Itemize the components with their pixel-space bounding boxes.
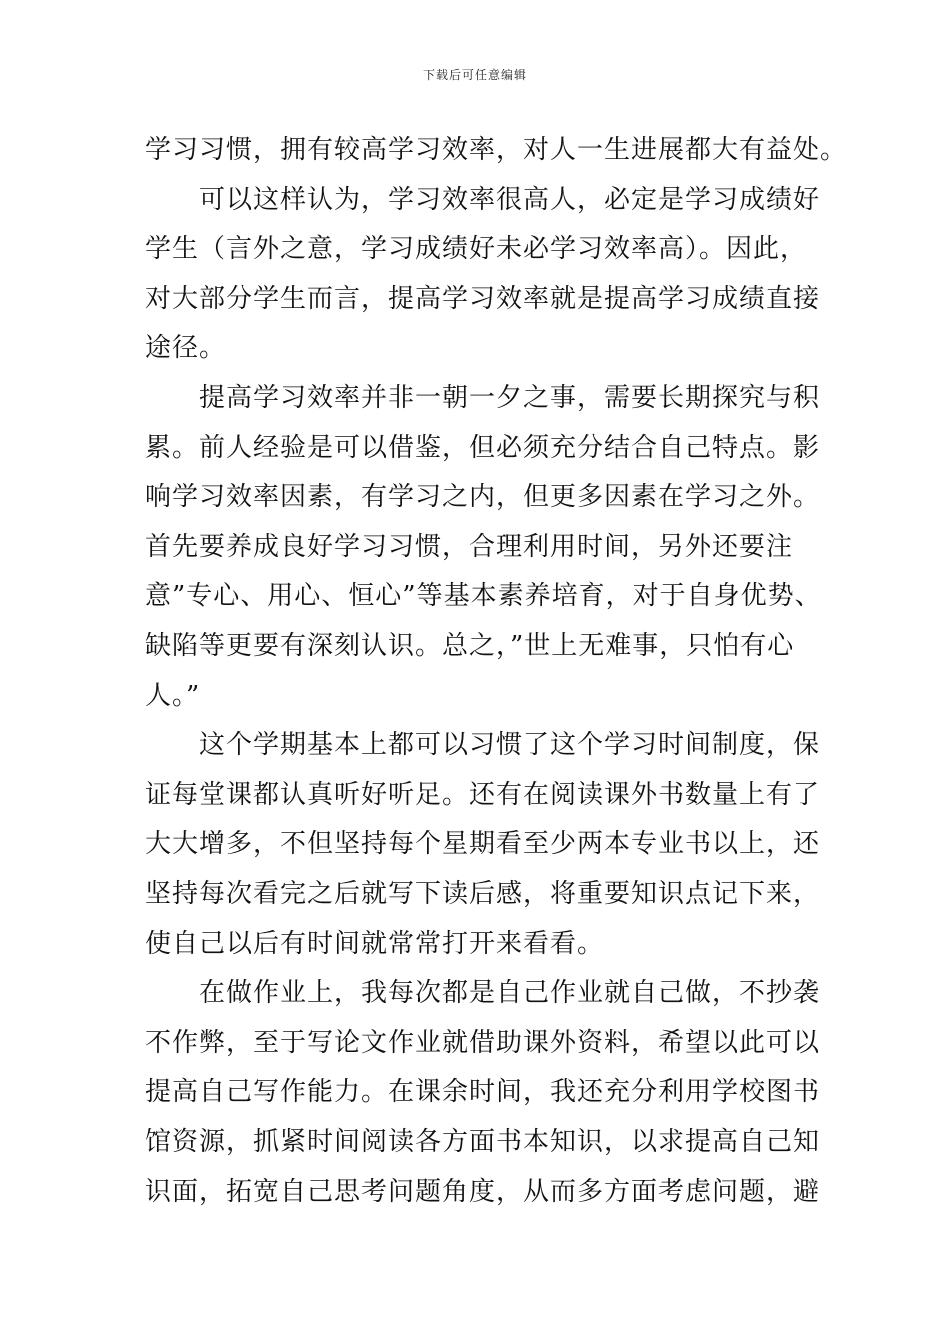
body-line-20: 提高自己写作能力。在课余时间，我还充分利用学校图书: [145, 1077, 821, 1107]
body-line-6: 提高学习效率并非一朝一夕之事，需要长期探究与积: [145, 383, 821, 413]
body-line-17: 使自己以后有时间就常常打开来看看。: [145, 929, 605, 959]
body-line-18: 在做作业上，我每次都是自己作业就自己做，不抄袭: [145, 978, 821, 1008]
body-line-15: 大大增多，不但坚持每个星期看至少两本专业书以上，还: [145, 829, 821, 859]
body-line-19: 不作弊，至于写论文作业就借助课外资料，希望以此可以: [145, 1028, 821, 1058]
body-line-10: 意”专心、用心、恒心”等基本素养培育，对于自身优势、: [145, 581, 822, 611]
body-line-11: 缺陷等更要有深刻认识。总之，”世上无难事，只怕有心: [145, 631, 795, 661]
body-line-7: 累。前人经验是可以借鉴，但必须充分结合自己特点。影: [145, 433, 821, 463]
body-line-8: 响学习效率因素，有学习之内，但更多因素在学习之外。: [145, 482, 821, 512]
body-line-14: 证每堂课都认真听好听足。还有在阅读课外书数量上有了: [145, 780, 821, 810]
body-line-1: 学习习惯，拥有较高学习效率，对人一生进展都大有益处。: [145, 135, 848, 165]
body-line-21: 馆资源，抓紧时间阅读各方面书本知识，以求提高自己知: [145, 1127, 821, 1157]
body-line-3: 学生（言外之意，学习成绩好未必学习效率高）。因此，: [145, 234, 808, 264]
body-line-13: 这个学期基本上都可以习惯了这个学习时间制度，保: [145, 730, 821, 760]
page-header: 下载后可任意编辑: [422, 68, 527, 82]
body-line-9: 首先要养成良好学习习惯，合理利用时间，另外还要注: [145, 532, 794, 562]
body-line-12: 人。”: [145, 681, 201, 711]
body-line-4: 对大部分学生而言，提高学习效率就是提高学习成绩直接: [145, 284, 821, 314]
body-line-2: 可以这样认为，学习效率很高人，必定是学习成绩好: [145, 185, 821, 215]
body-line-22: 识面，拓宽自己思考问题角度，从而多方面考虑问题，避: [145, 1177, 821, 1207]
body-line-5: 途径。: [145, 333, 227, 363]
body-line-16: 坚持每次看完之后就写下读后感，将重要知识点记下来，: [145, 879, 821, 909]
